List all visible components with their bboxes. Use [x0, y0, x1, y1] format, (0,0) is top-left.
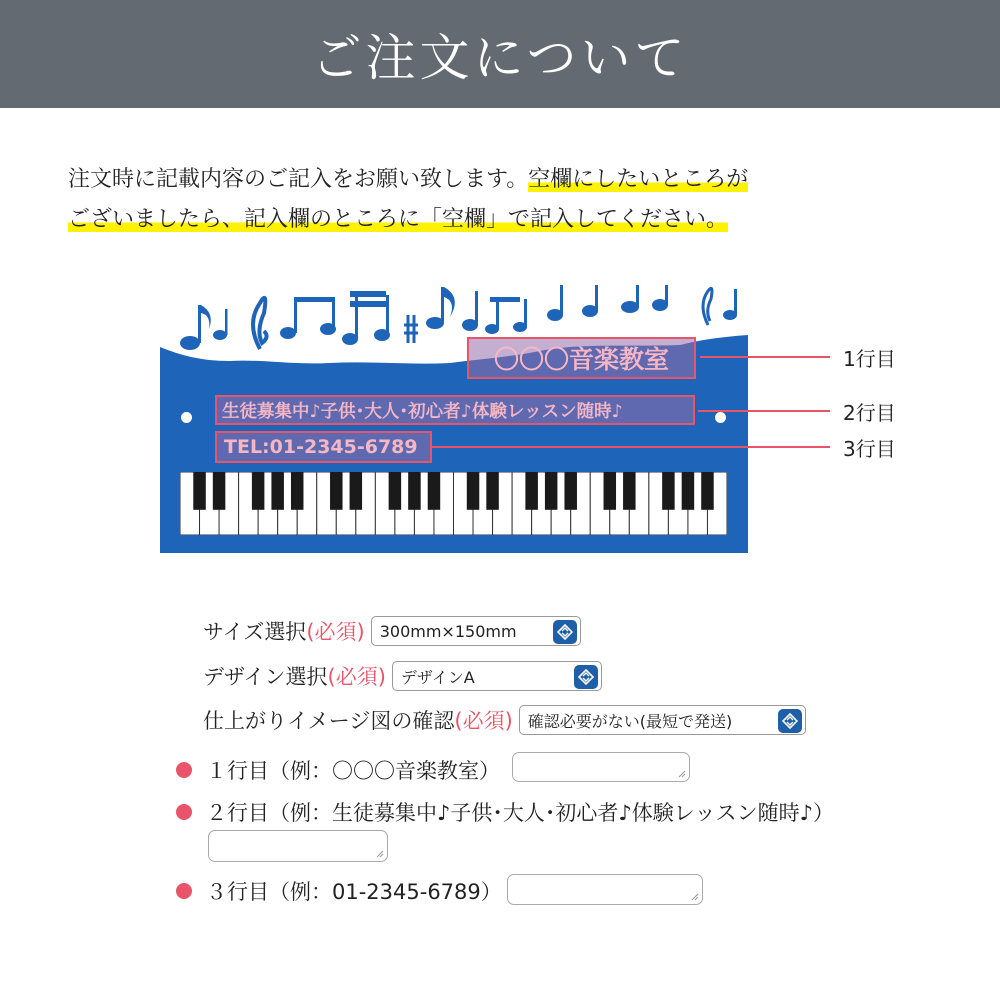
- resize-grip-icon[interactable]: [376, 850, 384, 858]
- row3-text-input[interactable]: [507, 874, 703, 905]
- intro-text: [68, 160, 748, 240]
- page-title: ご注文について: [311, 29, 689, 87]
- black-key: [545, 472, 558, 510]
- bullet-dot-icon: [176, 804, 192, 820]
- size-select-value: 300mm×150mm: [379, 621, 517, 641]
- intro-line-1: [68, 160, 748, 200]
- black-key: [467, 472, 480, 510]
- row1-text-input[interactable]: [512, 752, 690, 782]
- callout-label-2: 2行目: [843, 401, 896, 425]
- callout-line-1: [700, 356, 830, 358]
- design-select-label: デザイン選択: [203, 665, 328, 689]
- black-key: [213, 472, 226, 510]
- row2-field-row: [176, 797, 834, 827]
- proof-select-value: 確認必要がない(最短で発送): [527, 711, 733, 731]
- size-select[interactable]: [371, 616, 581, 646]
- black-key: [291, 472, 304, 510]
- black-key: [408, 472, 421, 510]
- intro-line-2-highlight: ございましたら、記入欄のところに「空欄」で記入してください。: [68, 207, 729, 232]
- size-select-row: [203, 616, 581, 646]
- black-key: [662, 472, 675, 510]
- sign-preview: [160, 285, 748, 553]
- resize-grip-icon[interactable]: [691, 893, 699, 901]
- row3-field-label: ３行目（例：01-2345-6789）: [206, 880, 502, 904]
- mounting-hole-left: [181, 412, 192, 423]
- select-arrows-icon: [778, 709, 802, 733]
- black-key: [486, 472, 499, 510]
- design-select-value: デザインA: [400, 667, 475, 687]
- intro-line-2: [68, 200, 748, 240]
- black-key: [525, 472, 538, 510]
- black-key: [330, 472, 343, 510]
- proof-required-mark: (必須): [454, 709, 513, 733]
- black-key: [604, 472, 617, 510]
- black-key: [389, 472, 402, 510]
- sign-line-1: 〇〇〇音楽教室: [467, 337, 696, 379]
- size-select-label: サイズ選択: [203, 620, 307, 644]
- row2-field-label: ２行目（例：生徒募集中♪子供･大人･初心者♪体験レッスン随時♪）: [206, 801, 834, 825]
- resize-grip-icon[interactable]: [678, 770, 686, 778]
- sign-line-2: 生徒募集中♪子供･大人･初心者♪体験レッスン随時♪: [215, 395, 695, 425]
- design-required-mark: (必須): [327, 665, 386, 689]
- size-required-mark: (必須): [306, 620, 365, 644]
- black-key: [623, 472, 636, 510]
- row1-field-label: １行目（例：〇〇〇音楽教室）: [206, 759, 500, 783]
- mounting-hole-right: [715, 412, 726, 423]
- select-arrows-icon: [574, 665, 598, 689]
- piano-keyboard: [180, 472, 727, 535]
- black-key: [701, 472, 714, 510]
- design-select-row: [203, 661, 602, 691]
- intro-line-1-text: 注文時に記載内容のご記入をお願い致します。: [68, 167, 529, 192]
- bullet-dot-icon: [176, 762, 192, 778]
- row3-field-row: [176, 876, 502, 906]
- proof-select-row: [203, 705, 806, 735]
- proof-select-label: 仕上がりイメージ図の確認: [203, 709, 455, 733]
- page-header: [0, 0, 1000, 108]
- row1-field-row: [176, 755, 500, 785]
- callout-line-2: [698, 410, 830, 412]
- sign-line-3: TEL:01-2345-6789: [215, 431, 432, 463]
- intro-line-1-highlight: 空欄にしたいところが: [528, 167, 749, 192]
- black-key: [682, 472, 695, 510]
- callout-label-1: 1行目: [843, 347, 896, 371]
- black-key: [428, 472, 441, 510]
- black-key: [271, 472, 284, 510]
- row2-text-input[interactable]: [208, 830, 388, 862]
- black-key: [252, 472, 265, 510]
- proof-select[interactable]: [519, 705, 806, 735]
- callout-label-3: 3行目: [843, 437, 896, 461]
- bullet-dot-icon: [176, 883, 192, 899]
- black-key: [564, 472, 577, 510]
- black-key: [350, 472, 363, 510]
- design-select[interactable]: [392, 661, 602, 691]
- black-key: [193, 472, 206, 510]
- callout-line-3: [432, 446, 830, 448]
- select-arrows-icon: [553, 620, 577, 644]
